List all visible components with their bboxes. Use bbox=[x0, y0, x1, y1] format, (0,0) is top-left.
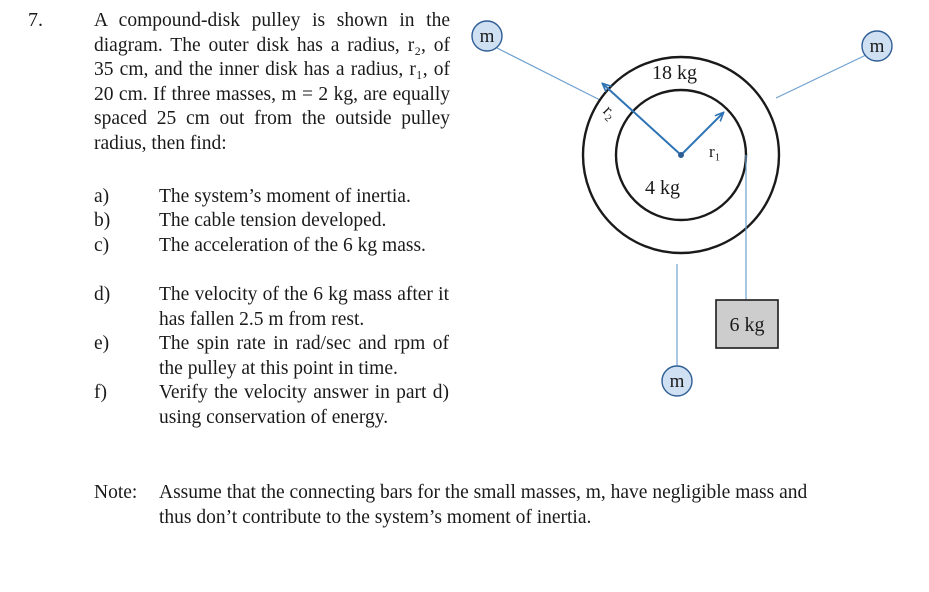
problem-number: 7. bbox=[28, 9, 43, 31]
r2-arrow bbox=[603, 84, 681, 155]
hanging-mass-label: 6 kg bbox=[729, 314, 765, 336]
inner-disk-mass-label: 4 kg bbox=[645, 177, 680, 199]
small-mass-upper-left bbox=[472, 21, 502, 51]
question-text: The spin rate in rad/sec and rpm of the pulley at this point in time. bbox=[159, 333, 449, 379]
small-mass-label: m bbox=[479, 26, 495, 47]
question-label: b) bbox=[94, 210, 111, 231]
small-mass-bottom bbox=[662, 366, 692, 396]
small-mass-label: m bbox=[669, 371, 685, 392]
note-text: Assume that the connecting bars for the small masses, m, have negligible mass and thus don’t contribute to the system’s moment of inertia. bbox=[159, 482, 808, 528]
rod-upper-right bbox=[776, 55, 866, 98]
question-text: The acceleration of the 6 kg mass. bbox=[159, 235, 426, 256]
outer-disk-mass-label: 18 kg bbox=[652, 62, 697, 84]
r2-label: r₂ bbox=[599, 101, 622, 123]
center-point bbox=[678, 152, 684, 158]
r1-label: r₁ bbox=[709, 142, 721, 161]
rod-upper-left bbox=[497, 48, 600, 100]
question-label: a) bbox=[94, 186, 110, 207]
small-mass-upper-right bbox=[862, 31, 892, 61]
question-text: The system’s moment of inertia. bbox=[159, 186, 411, 207]
problem-intro: A compound-disk pulley is shown in the diagram. The outer disk has a radius, r₂, of 35 cm, and the inner disk has a radius, r₁, of 20 cm. If three masses, m = 2 kg, are equally spaced 25 cm out from the outside pulley radius, then find: bbox=[94, 10, 450, 154]
question-label: f) bbox=[94, 382, 107, 403]
question-text: Verify the velocity answer in part d) using conservation of energy. bbox=[159, 382, 449, 428]
question-text: The velocity of the 6 kg mass after it has fallen 2.5 m from rest. bbox=[159, 284, 449, 330]
note-label: Note: bbox=[94, 482, 138, 503]
question-label: d) bbox=[94, 284, 111, 305]
question-label: c) bbox=[94, 235, 110, 256]
question-text: The cable tension developed. bbox=[159, 210, 387, 231]
small-mass-label: m bbox=[869, 36, 885, 57]
question-label: e) bbox=[94, 333, 110, 354]
